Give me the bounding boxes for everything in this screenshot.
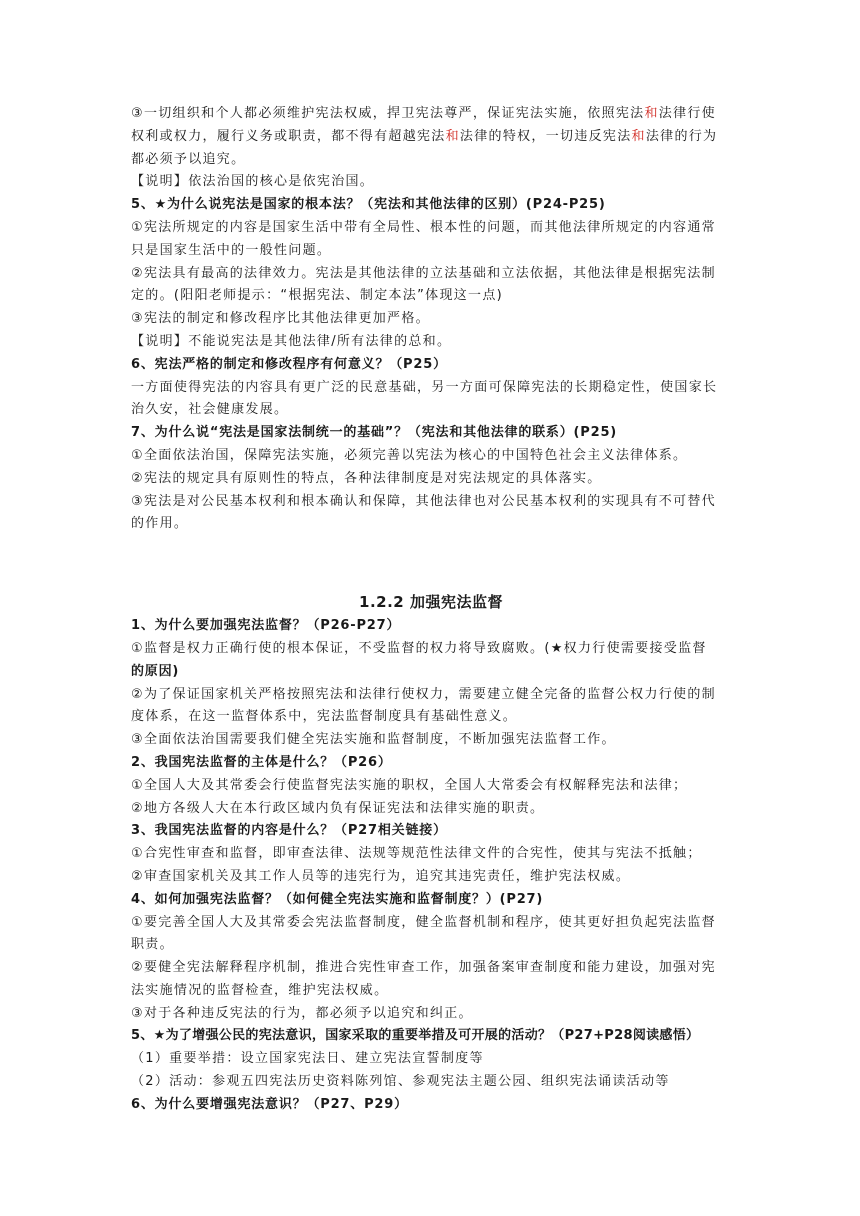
answer-line: ②为了保证国家机关严格按照宪法和法律行使权力，需要建立健全完备的监督公权力行使的制 xyxy=(131,686,716,702)
highlighted-text: 和 xyxy=(644,106,659,121)
question-heading: 3、我国宪法监督的内容是什么？（P27相关链接） xyxy=(131,823,447,839)
answer-line: ③宪法的制定和修改程序比其他法律更加严格。 xyxy=(131,311,430,327)
note-line: 【说明】不能说宪法是其他法律/所有法律的总和。 xyxy=(131,333,452,349)
section-spacer xyxy=(131,536,731,589)
answer-line: ③宪法是对公民基本权利和根本确认和保障，其他法律也对公民基本权利的实现具有不可替代 xyxy=(131,493,716,509)
question-heading: 6、为什么要增强宪法意识？（P27、P29） xyxy=(131,1096,408,1112)
answer-line: ①合宪性审查和监督，即审查法律、法规等规范性法律文件的合宪性，使其与宪法不抵触； xyxy=(131,846,702,862)
answer-line: 度体系，在这一监督体系中，宪法监督制度具有基础性意义。 xyxy=(131,709,518,725)
answer-line: ②宪法具有最高的法律效力。宪法是其他法律的立法基础和立法依据，其他法律是根据宪法制 xyxy=(131,265,716,281)
answer-line: 的原因) xyxy=(131,663,180,679)
answer-line: ②地方各级人大在本行政区域内负有保证宪法和法律实施的职责。 xyxy=(131,800,545,816)
answer-line: ②审查国家机关及其工作人员等的违宪行为，追究其违宪责任，维护宪法权威。 xyxy=(131,868,631,884)
note-line: 【说明】依法治国的核心是依宪治国。 xyxy=(131,174,375,190)
answer-line: 治久安，社会健康发展。 xyxy=(131,402,289,418)
question-heading: 1、为什么要加强宪法监督？（P26-P27） xyxy=(131,618,401,634)
answer-line: ②要健全宪法解释程序机制，推进合宪性审查工作，加强备案审查制度和能力建设，加强对宪 xyxy=(131,960,716,976)
answer-line: （1）重要举措：设立国家宪法日、建立宪法宣誓制度等 xyxy=(131,1051,484,1067)
answer-line: ③对于各种违反宪法的行为，都必须予以追究和纠正。 xyxy=(131,1005,473,1021)
question-heading: 6、宪法严格的制定和修改程序有何意义？（P25） xyxy=(131,356,447,372)
answer-line: ③全面依法治国需要我们健全宪法实施和监督制度，不断加强宪法监督工作。 xyxy=(131,732,616,748)
document-page xyxy=(131,103,731,1117)
answer-line: ①要完善全国人大及其常委会宪法监督制度，健全监督机制和程序，使其更好担负起宪法监督 xyxy=(131,914,716,930)
answer-line: 职责。 xyxy=(131,937,174,953)
answer-line: ①全国人大及其常委会行使监督宪法实施的职权，全国人大常委会有权解释宪法和法律； xyxy=(131,777,688,793)
paragraph-line: ③一切组织和个人都必须维护宪法权威，捍卫宪法尊严，保证宪法实施，依照宪法和法律行使 xyxy=(131,106,716,121)
question-heading: 7、为什么说“宪法是国家法制统一的基础”？（宪法和其他法律的联系）(P25) xyxy=(131,425,618,441)
answer-line: ①宪法所规定的内容是国家生活中带有全局性、根本性的问题，而其他法律所规定的内容通常 xyxy=(131,219,716,235)
question-heading: 4、如何加强宪法监督？（如何健全宪法实施和监督制度？）(P27) xyxy=(131,891,544,907)
answer-line: ①监督是权力正确行使的根本保证，不受监督的权力将导致腐败。(★权力行使需要接受监督 xyxy=(131,640,707,656)
question-heading: 5、★为什么说宪法是国家的根本法？（宪法和其他法律的区别）(P24-P25) xyxy=(131,197,606,213)
paragraph-line: 都必须予以追究。 xyxy=(131,151,246,167)
answer-line: （2）活动：参观五四宪法历史资料陈列馆、参观宪法主题公园、组织宪法诵读活动等 xyxy=(131,1074,670,1090)
answer-line: ②宪法的规定具有原则性的特点，各种法律制度是对宪法规定的具体落实。 xyxy=(131,470,602,486)
question-heading: 5、★为了增强公民的宪法意识，国家采取的重要举措及可开展的活动？（P27+P28阅读感悟） xyxy=(131,1028,700,1044)
answer-line: ①全面依法治国，保障宪法实施，必须完善以宪法为核心的中国特色社会主义法律体系。 xyxy=(131,447,688,463)
section-title: 1.2.2 加强宪法监督 xyxy=(359,593,503,612)
question-heading: 2、我国宪法监督的主体是什么？（P26） xyxy=(131,754,392,770)
answer-line: 法实施情况的监督检查，维护宪法权威。 xyxy=(131,982,389,998)
paragraph-line: 权利或权力，履行义务或职责，都不得有超越宪法和法律的特权，一切违反宪法和法律的行为 xyxy=(131,128,718,144)
highlighted-text: 和 xyxy=(445,128,460,144)
answer-line: 的作用。 xyxy=(131,516,189,532)
highlighted-text: 和 xyxy=(631,128,646,144)
answer-line: 一方面使得宪法的内容具有更广泛的民意基础，另一方面可保障宪法的长期稳定性，使国家长 xyxy=(131,379,718,395)
answer-line: 只是国家生活中的一般性问题。 xyxy=(131,242,332,258)
answer-line: 定的。(阳阳老师提示：“根据宪法、制定本法”体现这一点) xyxy=(131,288,504,304)
